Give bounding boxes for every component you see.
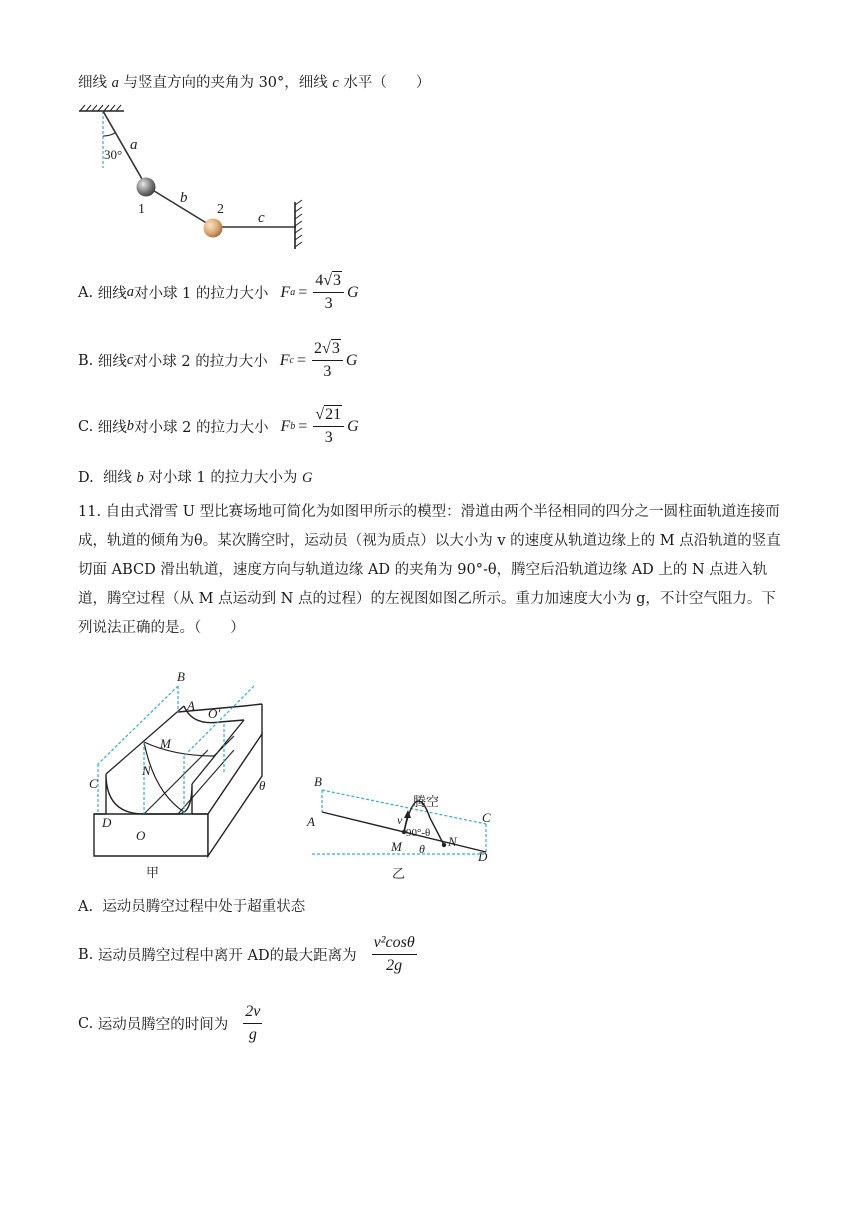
var-a: a: [111, 75, 119, 91]
label-B: B: [177, 669, 185, 684]
numerator: v²cosθ: [372, 934, 417, 955]
force-symbol: F: [280, 417, 291, 435]
force-subscript: c: [289, 355, 294, 366]
option-letter: D.: [78, 470, 94, 486]
angle-arc: [103, 133, 115, 136]
q11-option-c[interactable]: [78, 1003, 265, 1044]
option-letter: C.: [78, 418, 94, 435]
label-theta: θ: [419, 842, 425, 856]
label-M: M: [391, 839, 402, 854]
fraction: [372, 934, 417, 975]
option-text: 运动员腾空过程中离开 AD的最大距离为: [97, 948, 357, 964]
force-symbol: F: [279, 351, 290, 369]
ceiling: [79, 105, 124, 111]
q11-option-b[interactable]: [78, 934, 420, 975]
denominator: 3: [324, 295, 333, 312]
radicand: 3: [331, 340, 340, 357]
label-tengkong: 腾空: [413, 794, 440, 809]
option-text: 细线: [102, 470, 137, 486]
label-C: C: [482, 810, 491, 825]
option-text: 对小球 2 的拉力大小: [134, 420, 269, 436]
option-var: b: [136, 470, 144, 486]
option-letter: C.: [78, 1015, 94, 1032]
gravity-symbol: G: [345, 351, 358, 369]
formula-fc: [280, 340, 358, 381]
label-N: N: [142, 763, 151, 778]
option-text: 对小球 1 的拉力大小: [133, 286, 269, 302]
caption-jia: 甲: [146, 865, 160, 880]
fraction: $\frac{√21}{3}$: [313, 406, 344, 447]
equals: =: [298, 417, 308, 435]
label-N: N: [448, 834, 457, 849]
label-c: c: [258, 210, 265, 226]
wall: [295, 200, 302, 249]
gravity-symbol: G: [347, 283, 359, 301]
option-letter: B.: [78, 946, 94, 963]
label-theta: θ: [259, 778, 266, 793]
intro-text: 与竖直方向的夹角为 30°，细线: [118, 75, 333, 91]
radicand: 3: [333, 272, 341, 289]
ball-1: [137, 178, 156, 197]
option-letter: A.: [78, 284, 94, 301]
force-symbol: F: [280, 283, 291, 301]
option-var: b: [126, 418, 135, 434]
option-text: 细线: [97, 286, 127, 302]
equals: =: [297, 351, 307, 369]
gravity-symbol: G: [301, 470, 313, 486]
q10-option-d[interactable]: [78, 468, 312, 488]
intro-text: 水平（ ）: [338, 75, 431, 91]
label-C: C: [89, 776, 98, 791]
fraction: [243, 1003, 262, 1044]
option-text: 细线: [97, 420, 127, 436]
formula-fa: [280, 272, 358, 313]
denominator: g: [248, 1026, 257, 1043]
force-subscript: a: [290, 287, 296, 298]
ball-1-label: 1: [138, 202, 145, 217]
label-b: b: [180, 190, 188, 206]
q10-option-c[interactable]: [78, 406, 359, 447]
denominator: 2g: [386, 957, 403, 974]
gravity-symbol: G: [347, 417, 359, 435]
fraction: $\frac{2√3}{3}$: [312, 340, 343, 381]
q10-option-a[interactable]: [78, 272, 359, 313]
option-text: 对小球 2 的拉力大小: [133, 354, 268, 370]
force-subscript: b: [290, 421, 296, 432]
denominator: 3: [324, 429, 333, 446]
formula-max-distance: [369, 934, 420, 975]
label-A: A: [187, 698, 195, 713]
label-B: B: [314, 774, 322, 789]
ball-2: [204, 219, 223, 238]
option-var: a: [126, 284, 134, 300]
label-D: D: [102, 815, 112, 830]
label-D: D: [478, 849, 488, 864]
option-text: 运动员腾空的时间为: [97, 1017, 229, 1033]
equals: =: [298, 283, 308, 301]
q10-figure: [74, 102, 314, 252]
intro-text: 细线: [78, 75, 112, 91]
label-O-prime: O′: [208, 706, 221, 721]
label-O: O: [136, 828, 146, 843]
var-c: c: [332, 75, 339, 91]
ball-2-label: 2: [217, 202, 224, 217]
option-text: 细线: [97, 354, 127, 370]
q11-stem: 11. 自由式滑雪 U 型比赛场地可简化为如图甲所示的模型：滑道由两个半径相同的四分之一圆柱面轨道连接而成，轨道的倾角为θ。某次腾空时，运动员（视为质点）以大小为 v 的速度从轨道边缘上的 M 点沿轨道的竖直切面 ABCD 滑出轨道，速度方向与轨道边缘 AD 的夹角为 90°-θ，腾空后沿轨道边缘 AD 上的 N 点进入轨道，腾空过程（从 M 点运动到 N 点的过程）的左视图如图乙所示。重力加速度大小为 g，不计空气阻力。下列说法正确的是。（ ）: [78, 504, 781, 636]
label-A: A: [307, 814, 315, 829]
option-letter: B.: [78, 352, 94, 369]
label-a: a: [130, 137, 138, 153]
option-text: 运动员腾空过程中处于超重状态: [102, 899, 306, 915]
numerator: 2v: [243, 1003, 262, 1024]
option-text: 对小球 1 的拉力大小为: [143, 470, 302, 486]
q10-intro: [78, 73, 430, 93]
q11-option-a[interactable]: [78, 897, 305, 917]
label-M: M: [160, 736, 171, 751]
radicand: 21: [325, 406, 342, 423]
coef: 2: [314, 340, 323, 357]
option-var: c: [126, 352, 134, 368]
denominator: 3: [323, 363, 332, 380]
caption-yi: 乙: [392, 866, 406, 881]
option-letter: A.: [78, 899, 94, 915]
formula-fb: [281, 406, 359, 447]
q11-figure-yi: [304, 768, 504, 882]
q10-option-b[interactable]: [78, 340, 357, 381]
q11-figure-jia: [84, 664, 284, 882]
label-angle: 90°-θ: [406, 827, 431, 839]
formula-time: [240, 1003, 265, 1044]
coef: 4: [315, 272, 324, 289]
angle-label: 30°: [104, 147, 123, 162]
label-v: v: [397, 813, 403, 827]
fraction: $\frac{4√3}{3}$: [313, 272, 344, 313]
